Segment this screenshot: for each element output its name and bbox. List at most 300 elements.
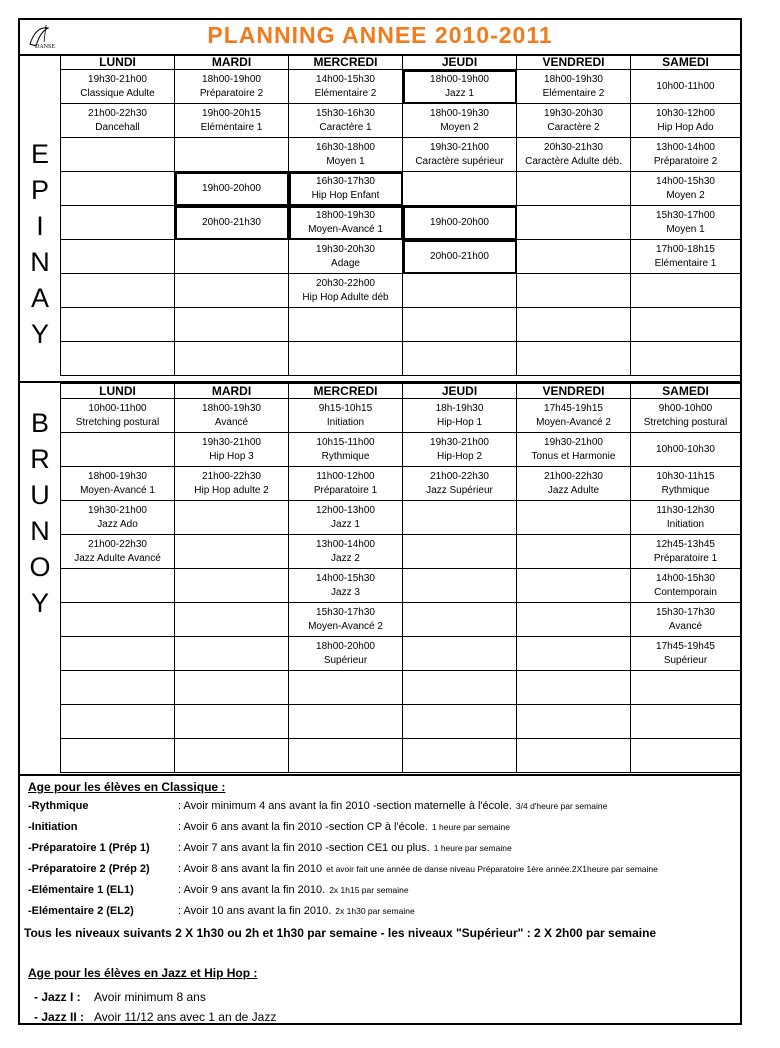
brunoy-label (20, 405, 60, 621)
schedule-cell (61, 342, 175, 376)
schedule-cell (175, 705, 289, 739)
class-time: 21h00-22h30 (430, 470, 489, 482)
class-name: Elémentaire 2 (542, 87, 605, 99)
class-time: 15h30-17h30 (656, 606, 715, 618)
class-time: 12h45-13h45 (656, 538, 715, 550)
class-time: 19h30-21h00 (430, 141, 489, 153)
schedule-cell (631, 172, 741, 206)
epinay-letter: N (30, 247, 50, 277)
schedule-cell (517, 637, 631, 671)
class-time: 13h00-14h00 (656, 141, 715, 153)
brunoy-letter: Y (30, 588, 49, 618)
brunoy-section (20, 381, 740, 776)
class-name: Moyen-Avancé 1 (80, 484, 155, 496)
schedule-cell (175, 172, 289, 206)
table-row (61, 172, 741, 206)
schedule-cell (289, 138, 403, 172)
class-name: Jazz 2 (331, 552, 360, 564)
class-time: 9h15-10h15 (318, 402, 373, 414)
table-row (61, 138, 741, 172)
class-time: 21h00-22h30 (88, 107, 147, 119)
class-time: 20h30-22h00 (316, 277, 375, 289)
schedule-cell (631, 637, 741, 671)
brunoy-letter: N (30, 516, 50, 546)
schedule-cell (289, 535, 403, 569)
class-time: 19h00-20h00 (430, 216, 489, 228)
schedule-cell (289, 569, 403, 603)
schedule-cell (289, 342, 403, 376)
schedule-cell (61, 671, 175, 705)
schedule-cell (403, 705, 517, 739)
class-name: Hip Hop adulte 2 (194, 484, 269, 496)
schedule-cell (631, 308, 741, 342)
tous-niveaux: Tous les niveaux suivants 2 X 1h30 ou 2h et 1h30 par semaine - les niveaux "Supérieur" : 2 X 2h00 par semaine (24, 926, 657, 940)
schedule-cell (175, 569, 289, 603)
schedule-cell (517, 399, 631, 433)
schedule-cell (61, 739, 175, 773)
schedule-cell (61, 70, 175, 104)
class-name: Jazz 1 (445, 87, 474, 99)
class-time: 19h00-20h00 (202, 182, 261, 194)
class-time: 10h15-11h00 (316, 436, 375, 448)
schedule-cell (175, 342, 289, 376)
class-name: Rythmique (321, 450, 370, 462)
schedule-cell (403, 172, 517, 206)
table-row (61, 399, 741, 433)
schedule-cell (517, 569, 631, 603)
schedule-cell (61, 240, 175, 274)
class-time: 17h45-19h15 (544, 402, 603, 414)
epinay-schedule-table (60, 54, 741, 376)
schedule-cell (289, 433, 403, 467)
schedule-cell (61, 535, 175, 569)
epinay-section (20, 54, 740, 381)
class-time: 20h00-21h30 (202, 216, 261, 228)
schedule-cell (517, 342, 631, 376)
schedule-cell (175, 637, 289, 671)
level-hours: 1 heure par semaine (433, 843, 512, 853)
schedule-cell (631, 535, 741, 569)
table-row (61, 240, 741, 274)
level-desc (178, 905, 415, 917)
class-name: Elémentaire 1 (200, 121, 263, 133)
class-name: Moyen 1 (666, 223, 705, 235)
class-name: Stretching postural (75, 416, 160, 428)
class-time: 10h00-11h00 (88, 402, 147, 414)
level-name: -Préparatoire 2 (Prép 2) (28, 863, 150, 875)
schedule-cell (517, 433, 631, 467)
schedule-cell (631, 501, 741, 535)
schedule-cell (289, 308, 403, 342)
class-time: 14h00-15h30 (316, 73, 375, 85)
class-name: Jazz Supérieur (426, 484, 493, 496)
day-header-mardi: MARDI (175, 384, 289, 399)
schedule-cell (403, 535, 517, 569)
class-name: Hip Hop Enfant (311, 189, 380, 201)
class-name: Moyen-Avancé 2 (536, 416, 611, 428)
schedule-cell (631, 342, 741, 376)
schedule-cell (517, 138, 631, 172)
class-time: 11h00-12h00 (316, 470, 375, 482)
schedule-cell (175, 104, 289, 138)
schedule-cell (61, 569, 175, 603)
level-desc (178, 842, 512, 854)
schedule-cell (61, 705, 175, 739)
table-row (61, 308, 741, 342)
class-name: Hip-Hop 2 (436, 450, 483, 462)
day-header-jeudi: JEUDI (403, 384, 517, 399)
class-time: 9h00-10h00 (658, 402, 713, 414)
level-name: -Préparatoire 1 (Prép 1) (28, 842, 150, 854)
class-name: Moyen 1 (326, 155, 365, 167)
day-header-vendredi: VENDREDI (517, 55, 631, 70)
epinay-letter: E (30, 139, 49, 169)
schedule-cell (61, 467, 175, 501)
level-age: : Avoir 6 ans avant la fin 2010 -section CP à l'école. (178, 821, 428, 833)
schedule-cell (403, 467, 517, 501)
schedule-cell (289, 705, 403, 739)
schedule-cell (175, 206, 289, 240)
schedule-cell (403, 637, 517, 671)
class-time: 19h30-20h30 (316, 243, 375, 255)
schedule-cell (517, 206, 631, 240)
schedule-cell (403, 433, 517, 467)
class-time: 20h00-21h00 (430, 250, 489, 262)
class-name: Supérieur (323, 654, 368, 666)
class-time: 18h00-19h30 (544, 73, 603, 85)
level-name: -Rythmique (28, 800, 89, 812)
schedule-cell (289, 739, 403, 773)
level-hours: 3/4 d'heure par semaine (515, 801, 608, 811)
class-name: Avancé (214, 416, 249, 428)
class-time: 17h00-18h15 (656, 243, 715, 255)
class-name: Supérieur (663, 654, 708, 666)
day-header-mercredi: MERCREDI (289, 384, 403, 399)
class-time: 18h00-20h00 (316, 640, 375, 652)
schedule-cell (631, 671, 741, 705)
schedule-cell (631, 104, 741, 138)
class-time: 20h30-21h30 (544, 141, 603, 153)
class-time: 19h30-21h00 (88, 73, 147, 85)
class-name: Jazz Adulte Avancé (74, 552, 161, 564)
epinay-letter: P (30, 175, 49, 205)
class-time: 18h00-19h00 (202, 73, 261, 85)
schedule-cell (175, 467, 289, 501)
schedule-cell (175, 399, 289, 433)
brunoy-letter: O (29, 552, 51, 582)
schedule-cell (175, 739, 289, 773)
jazz-level-name: - Jazz I : (34, 990, 81, 1004)
schedule-cell (289, 501, 403, 535)
class-name: Adage (331, 257, 360, 269)
schedule-cell (403, 569, 517, 603)
class-time: 19h30-20h30 (544, 107, 603, 119)
level-age: : Avoir 7 ans avant la fin 2010 -section CE1 ou plus. (178, 842, 430, 854)
class-time: 21h00-22h30 (202, 470, 261, 482)
class-name: Jazz Adulte (547, 484, 600, 496)
jazz-level-name: - Jazz II : (34, 1010, 85, 1024)
class-time: 11h30-12h30 (656, 504, 715, 516)
table-row (61, 342, 741, 376)
schedule-cell (517, 603, 631, 637)
level-name: -Elémentaire 2 (EL2) (28, 905, 134, 917)
level-name: -Elémentaire 1 (EL1) (28, 884, 134, 896)
schedule-cell (289, 206, 403, 240)
class-time: 19h30-21h00 (202, 436, 261, 448)
class-time: 21h00-22h30 (88, 538, 147, 550)
schedule-cell (517, 501, 631, 535)
class-time: 18h00-19h30 (430, 107, 489, 119)
day-header-lundi: LUNDI (61, 55, 175, 70)
level-hours: 2x 1h30 par semaine (335, 906, 415, 916)
class-name: Caractère Adulte déb. (525, 155, 622, 167)
schedule-cell (517, 739, 631, 773)
schedule-cell (61, 399, 175, 433)
class-time: 10h00-10h30 (656, 443, 715, 455)
class-name: Elémentaire 2 (314, 87, 377, 99)
page-title: PLANNING ANNEE 2010-2011 (207, 22, 553, 48)
class-name: Stretching postural (643, 416, 728, 428)
brunoy-schedule-table (60, 383, 741, 773)
class-time: 14h00-15h30 (316, 572, 375, 584)
level-age: : Avoir 9 ans avant la fin 2010. (178, 884, 326, 896)
class-name: Préparatoire 2 (199, 87, 264, 99)
jazz-level-desc: Avoir minimum 8 ans (94, 990, 206, 1004)
table-row (61, 206, 741, 240)
level-hours: et avoir fait une année de danse niveau Préparatoire 1ère année.2X1heure par semaine (326, 864, 658, 874)
schedule-cell (175, 138, 289, 172)
schedule-cell (517, 70, 631, 104)
class-time: 18h00-19h00 (430, 73, 489, 85)
schedule-cell (61, 308, 175, 342)
schedule-cell (403, 206, 517, 240)
class-name: Moyen 2 (440, 121, 479, 133)
schedule-cell (289, 467, 403, 501)
table-row (61, 535, 741, 569)
table-row (61, 104, 741, 138)
level-name: -Initiation (28, 821, 78, 833)
schedule-cell (175, 274, 289, 308)
class-time: 19h30-21h00 (88, 504, 147, 516)
logo-text: DANSE (35, 44, 56, 50)
class-name: Hip Hop Ado (657, 121, 714, 133)
schedule-cell (175, 433, 289, 467)
class-name: Contemporain (654, 586, 717, 598)
day-header-mercredi: MERCREDI (289, 55, 403, 70)
schedule-cell (175, 240, 289, 274)
day-header-mardi: MARDI (175, 55, 289, 70)
table-row (61, 739, 741, 773)
schedule-cell (61, 603, 175, 637)
schedule-cell (403, 70, 517, 104)
class-name: Avancé (668, 620, 703, 632)
schedule-cell (631, 603, 741, 637)
schedule-cell (403, 274, 517, 308)
schedule-cell (61, 172, 175, 206)
schedule-cell (403, 501, 517, 535)
table-row (61, 705, 741, 739)
class-time: 10h30-12h00 (656, 107, 715, 119)
class-time: 19h30-21h00 (544, 436, 603, 448)
schedule-cell (631, 569, 741, 603)
level-desc (178, 863, 658, 875)
age-notes (20, 774, 740, 1027)
classique-title: Age pour les élèves en Classique : (28, 780, 226, 794)
class-name: Préparatoire 1 (313, 484, 378, 496)
class-name: Hip Hop 3 (209, 450, 254, 462)
schedule-cell (289, 274, 403, 308)
brunoy-letter: B (30, 408, 49, 438)
schedule-cell (631, 138, 741, 172)
schedule-cell (289, 70, 403, 104)
schedule-cell (289, 240, 403, 274)
schedule-cell (61, 138, 175, 172)
level-age: : Avoir minimum 4 ans avant la fin 2010 -section maternelle à l'école. (178, 800, 512, 812)
class-time: 18h00-19h30 (202, 402, 261, 414)
class-time: 17h45-19h45 (656, 640, 715, 652)
schedule-cell (517, 308, 631, 342)
class-time: 18h00-19h30 (88, 470, 147, 482)
schedule-cell (289, 104, 403, 138)
class-name: Caractère 1 (319, 121, 372, 133)
schedule-cell (289, 637, 403, 671)
schedule-cell (517, 467, 631, 501)
table-row (61, 671, 741, 705)
schedule-cell (403, 671, 517, 705)
jazz-level-desc: Avoir 11/12 ans avec 1 an de Jazz (94, 1010, 277, 1024)
class-name: Jazz 3 (331, 586, 360, 598)
table-row (61, 637, 741, 671)
schedule-cell (631, 70, 741, 104)
class-time: 13h00-14h00 (316, 538, 375, 550)
class-time: 19h00-20h15 (202, 107, 261, 119)
class-time: 16h30-17h30 (316, 175, 375, 187)
table-row (61, 70, 741, 104)
schedule-cell (175, 535, 289, 569)
schedule-cell (631, 705, 741, 739)
class-name: Préparatoire 2 (653, 155, 718, 167)
class-time: 10h30-11h15 (656, 470, 715, 482)
schedule-cell (175, 603, 289, 637)
class-name: Dancehall (95, 121, 140, 133)
jazz-title: Age pour les élèves en Jazz et Hip Hop : (28, 966, 258, 980)
schedule-cell (403, 603, 517, 637)
class-name: Préparatoire 1 (653, 552, 718, 564)
schedule-frame (18, 18, 742, 1025)
class-time: 15h30-17h30 (316, 606, 375, 618)
class-name: Classique Adulte (80, 87, 155, 99)
epinay-label (20, 136, 60, 352)
schedule-cell (403, 240, 517, 274)
table-row (61, 274, 741, 308)
level-age: : Avoir 8 ans avant la fin 2010 (178, 863, 323, 875)
level-desc (178, 821, 510, 833)
class-name: Rythmique (661, 484, 710, 496)
epinay-letter: I (36, 211, 44, 241)
class-name: Caractère 2 (547, 121, 600, 133)
schedule-cell (517, 104, 631, 138)
class-time: 18h-19h30 (435, 402, 484, 414)
class-time: 10h00-11h00 (656, 80, 715, 92)
schedule-cell (61, 274, 175, 308)
schedule-cell (403, 739, 517, 773)
level-hours: 2x 1h15 par semaine (329, 885, 409, 895)
schedule-cell (403, 104, 517, 138)
schedule-cell (631, 399, 741, 433)
level-desc (178, 884, 409, 896)
day-header-vendredi: VENDREDI (517, 384, 631, 399)
day-header-lundi: LUNDI (61, 384, 175, 399)
class-time: 18h00-19h30 (316, 209, 375, 221)
level-age: : Avoir 10 ans avant la fin 2010. (178, 905, 332, 917)
table-row (61, 467, 741, 501)
day-header-samedi: SAMEDI (631, 384, 741, 399)
class-time: 14h00-15h30 (656, 175, 715, 187)
schedule-cell (517, 240, 631, 274)
class-time: 21h00-22h30 (544, 470, 603, 482)
schedule-cell (61, 206, 175, 240)
schedule-cell (631, 206, 741, 240)
schedule-cell (403, 399, 517, 433)
schedule-cell (175, 671, 289, 705)
schedule-cell (517, 172, 631, 206)
schedule-cell (175, 70, 289, 104)
schedule-cell (61, 104, 175, 138)
class-name: Initiation (666, 518, 705, 530)
class-time: 12h00-13h00 (316, 504, 375, 516)
class-name: Caractère supérieur (415, 155, 504, 167)
epinay-letter: Y (30, 319, 49, 349)
header (20, 20, 740, 56)
day-header-samedi: SAMEDI (631, 55, 741, 70)
brunoy-letter: U (30, 480, 50, 510)
schedule-cell (403, 308, 517, 342)
schedule-cell (631, 739, 741, 773)
epinay-letter: A (30, 283, 49, 313)
class-name: Moyen 2 (666, 189, 705, 201)
class-name: Tonus et Harmonie (531, 450, 616, 462)
schedule-cell (631, 433, 741, 467)
table-row (61, 501, 741, 535)
class-name: Jazz 1 (331, 518, 360, 530)
brunoy-letter: R (30, 444, 50, 474)
level-desc (178, 800, 607, 812)
table-row (61, 433, 741, 467)
class-time: 15h30-17h00 (656, 209, 715, 221)
schedule-cell (289, 172, 403, 206)
level-hours: 1 heure par semaine (431, 822, 510, 832)
schedule-cell (403, 138, 517, 172)
schedule-cell (631, 240, 741, 274)
schedule-cell (61, 637, 175, 671)
schedule-cell (289, 603, 403, 637)
class-time: 19h30-21h00 (430, 436, 489, 448)
class-name: Elémentaire 1 (654, 257, 717, 269)
class-name: Moyen-Avancé 1 (308, 223, 383, 235)
class-name: Hip Hop Adulte déb (302, 291, 389, 303)
day-header-jeudi: JEUDI (403, 55, 517, 70)
class-time: 16h30-18h00 (316, 141, 375, 153)
schedule-cell (61, 501, 175, 535)
schedule-cell (631, 467, 741, 501)
class-name: Jazz Ado (97, 518, 138, 530)
schedule-cell (289, 399, 403, 433)
schedule-cell (175, 308, 289, 342)
schedule-cell (517, 535, 631, 569)
schedule-cell (517, 671, 631, 705)
class-name: Hip-Hop 1 (436, 416, 483, 428)
schedule-cell (631, 274, 741, 308)
